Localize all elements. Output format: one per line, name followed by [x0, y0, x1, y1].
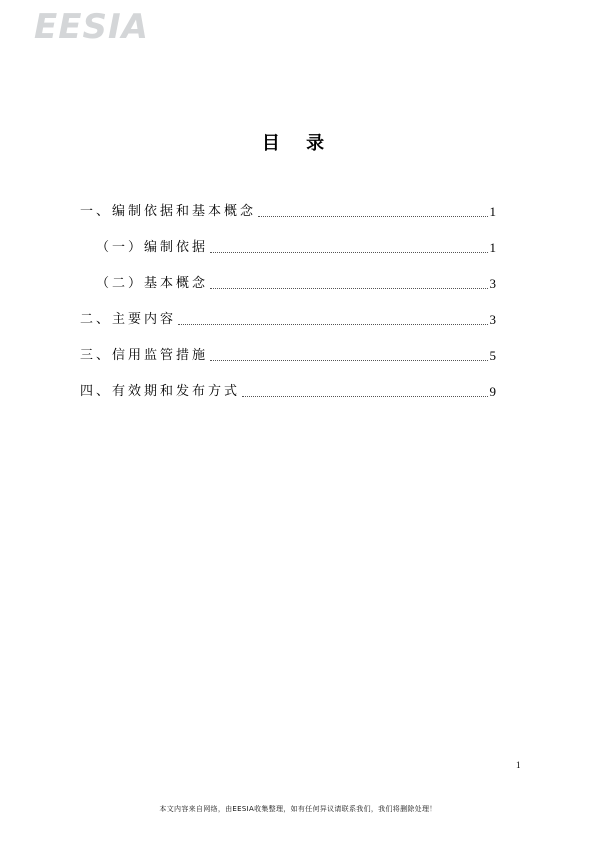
toc-leader-dots — [210, 360, 487, 361]
eesia-logo: EESIA — [34, 7, 149, 47]
toc-entry-page: 5 — [489, 348, 496, 363]
toc-leader-dots — [242, 396, 487, 397]
toc-entry-label: 二、主要内容 — [80, 312, 177, 327]
toc-entry-page: 1 — [489, 240, 496, 255]
page-title: 目 录 — [261, 133, 335, 154]
toc-entry-page: 1 — [489, 204, 496, 219]
toc-leader-dots — [210, 288, 487, 289]
toc-entry-label: （二）基本概念 — [96, 276, 209, 291]
toc-leader-dots — [210, 252, 487, 253]
toc-entry-1-2[interactable] — [80, 258, 496, 294]
table-of-contents — [80, 186, 496, 402]
footer-disclaimer: 本文内容来自网络，由EESIA收集整理，如有任何异议请联系我们，我们将删除处理！ — [159, 805, 437, 813]
toc-entry-page: 3 — [489, 312, 496, 327]
toc-entry-page: 9 — [489, 384, 496, 399]
toc-entry-2[interactable] — [80, 294, 496, 330]
toc-entry-1-1[interactable] — [80, 222, 496, 258]
toc-entry-4[interactable] — [80, 366, 496, 402]
toc-leader-dots — [178, 324, 487, 325]
toc-entry-label: 四、有效期和发布方式 — [80, 384, 241, 399]
toc-entry-page: 3 — [489, 276, 496, 291]
toc-entry-label: 一、编制依据和基本概念 — [80, 204, 257, 219]
toc-leader-dots — [258, 216, 487, 217]
page-number: 1 — [516, 760, 521, 770]
toc-entry-1[interactable] — [80, 186, 496, 222]
toc-entry-label: （一）编制依据 — [96, 240, 209, 255]
toc-entry-label: 三、信用监管措施 — [80, 348, 209, 363]
toc-entry-3[interactable] — [80, 330, 496, 366]
